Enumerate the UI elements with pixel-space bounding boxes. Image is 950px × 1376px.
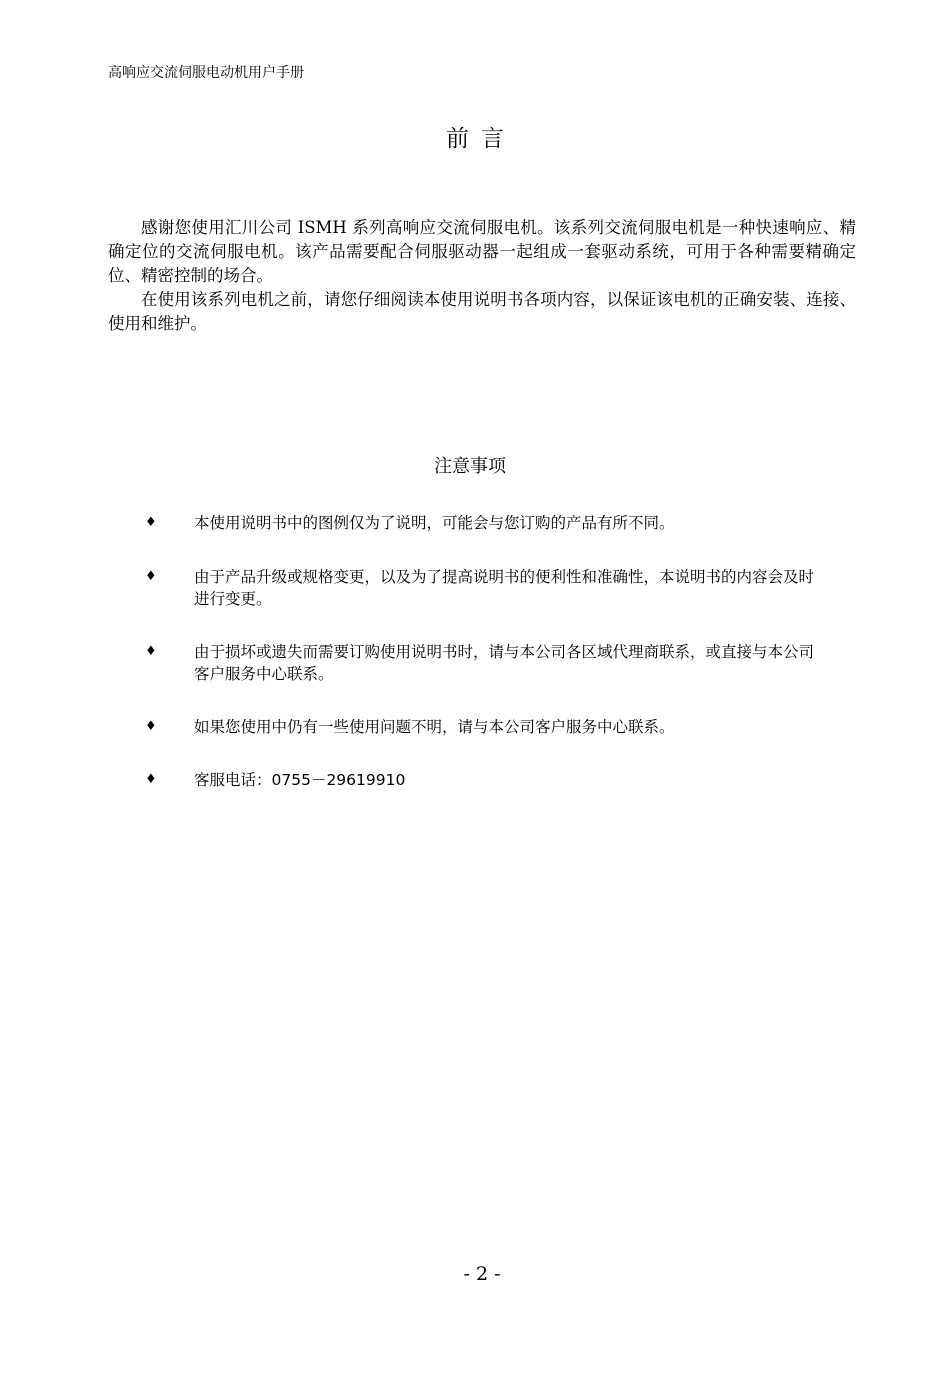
notice-list xyxy=(140,512,820,823)
preface-paragraph: 感谢您使用汇川公司 ISMH 系列高响应交流伺服电机。该系列交流伺服电机是一种快速响应、精确定位的交流伺服电机。该产品需要配合伺服驱动器一起组成一套驱动系统，可用于各种需要精确定位、精密控制的场合。 xyxy=(108,218,856,285)
diamond-bullet-icon: ♦ xyxy=(145,772,157,787)
preface-paragraph: 在使用该系列电机之前，请您仔细阅读本使用说明书各项内容，以保证该电机的正确安装、连接、使用和维护。 xyxy=(108,290,856,333)
notice-item-text: 由于产品升级或规格变更，以及为了提高说明书的便利性和准确性，本说明书的内容会及时进行变更。 xyxy=(194,567,815,608)
notice-item-text: 如果您使用中仍有一些使用问题不明，请与本公司客户服务中心联系。 xyxy=(194,717,675,736)
diamond-bullet-icon: ♦ xyxy=(145,718,157,734)
notice-item xyxy=(140,641,820,686)
notice-item xyxy=(140,566,820,611)
preface-title: 前言 xyxy=(446,126,516,152)
notice-item xyxy=(140,512,820,535)
running-header: 高响应交流伺服电动机用户手册 xyxy=(108,65,304,81)
diamond-bullet-icon: ♦ xyxy=(145,515,157,530)
notice-item-text: 本使用说明书中的图例仅为了说明，可能会与您订购的产品有所不同。 xyxy=(194,514,675,532)
diamond-bullet-icon: ♦ xyxy=(145,643,157,659)
customer-service-phone: 客服电话：0755－29619910 xyxy=(194,771,406,789)
notice-item-text: 由于损坏或遗失而需要订购使用说明书时，请与本公司各区域代理商联系，或直接与本公司客户服务中心联系。 xyxy=(194,642,815,683)
notice-item xyxy=(140,716,820,739)
notice-item xyxy=(140,769,820,792)
page-number: - 2 - xyxy=(463,1263,501,1285)
preface-body xyxy=(108,216,856,336)
diamond-bullet-icon: ♦ xyxy=(145,568,157,584)
notice-title: 注意事项 xyxy=(434,456,506,477)
